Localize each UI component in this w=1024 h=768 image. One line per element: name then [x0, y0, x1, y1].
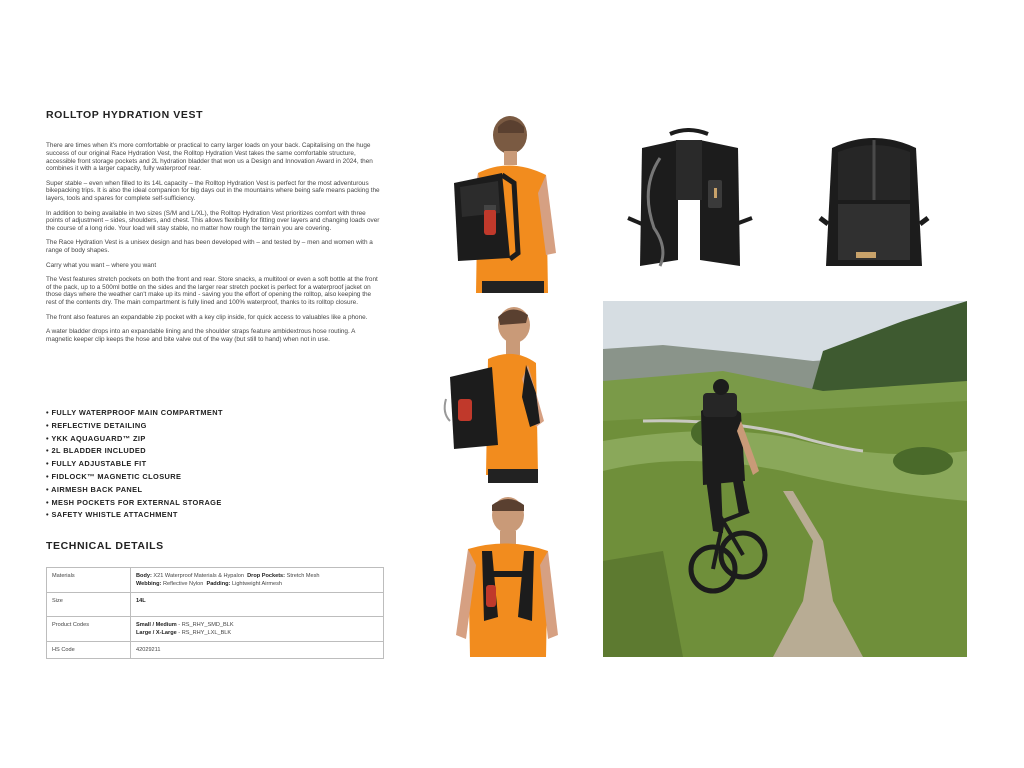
- photo-model-back: [440, 113, 575, 293]
- feature-item: • AIRMESH BACK PANEL: [46, 484, 223, 497]
- intro-paragraph: The Race Hydration Vest is a unisex design and has been developed with – and tested by – men and women with a range of body shapes.: [46, 239, 373, 255]
- materials-value: [131, 568, 384, 593]
- feature-item: • YKK AQUAGUARD™ ZIP: [46, 433, 223, 446]
- intro-subheading: Carry what you want – where you want: [46, 261, 157, 269]
- feature-item: • MESH POCKETS FOR EXTERNAL STORAGE: [46, 497, 223, 510]
- small-medium-key: Small / Medium: [136, 622, 177, 628]
- product-codes-label: Product Codes: [47, 617, 131, 642]
- size-label: Size: [47, 593, 131, 617]
- photo-pack-rear: [810, 128, 938, 274]
- technical-details-heading: TECHNICAL DETAILS: [46, 540, 164, 552]
- photo-model-front: [440, 495, 575, 657]
- webbing-value: Reflective Nylon: [162, 581, 204, 587]
- intro-paragraph: In addition to being available in two sizes (S/M and L/XL), the Rolltop Hydration Vest prioritizes comfort with three points of adjustment – sides, shoulders, and chest. This allows flexibility for fitting over layers and changing loads over the course of a long ride. Your load will stay stable, no matter how rough the terrain you are covering.: [46, 209, 380, 233]
- intro-paragraph: There are times when it's more comfortable or practical to carry larger loads on your back. Capitalising on the huge success of our original Race Hydration Vest, the Rolltop Hydration Vest takes the same comfortable structure, accessible front storage pockets and 2L hydration bladder that won us a Design and Innovation Award in 2024, then combines it with a larger capacity, fully waterproof rear.: [46, 142, 373, 173]
- intro-paragraph: A water bladder drops into an expandable lining and the shoulder straps feature ambidextrous hose routing. A magnetic keeper clip keeps the hose and bite valve out of the way (but still to hand) when not in use.: [46, 327, 356, 343]
- intro-paragraph: Super stable – even when filled to its 14L capacity – the Rolltop Hydration Vest is perfect for the most adventurous bikepacking trips. It is also the ideal companion for big days out in the mountains where being safe means packing the layers, tools and spares for complete self-sufficiency.: [46, 179, 380, 203]
- photo-pack-open: [620, 128, 758, 274]
- intro-text: [46, 142, 382, 350]
- product-codes-value: [131, 617, 384, 642]
- size-value: [131, 593, 384, 617]
- technical-details-table: [46, 567, 384, 659]
- feature-item: • FULLY ADJUSTABLE FIT: [46, 458, 223, 471]
- hs-code-label: HS Code: [47, 642, 131, 659]
- table-row: [47, 568, 384, 593]
- materials-label: Materials: [47, 568, 131, 593]
- size-number: 14L: [136, 598, 146, 604]
- hs-code-value: 42029211: [131, 642, 384, 659]
- body-value: X21 Waterproof Materials & Hypalon: [153, 573, 244, 579]
- padding-key: Padding:: [206, 581, 231, 587]
- padding-value: Lightweight Airmesh: [231, 581, 283, 587]
- feature-item: • 2L BLADDER INCLUDED: [46, 445, 223, 458]
- large-xlarge-code: - RS_RHY_LXL_BLK: [178, 630, 232, 636]
- table-row: [47, 617, 384, 642]
- small-medium-code: - RS_RHY_SMD_BLK: [178, 622, 234, 628]
- intro-paragraph: The Vest features stretch pockets on both the front and rear. Store snacks, a multitool or even a soft bottle at the front of the pack, up to a 500ml bottle on the sides and the larger rear stretch pocket is perfect for a waterproof jacket on those days where the weather can't make up its mind - saving you the effort of opening the rolltop, also keeping the rest of the contents dry. The main compartment is fully lined and 100% waterproof, thanks to its rolltop closure.: [46, 275, 378, 307]
- table-row: [47, 642, 384, 659]
- webbing-key: Webbing:: [136, 581, 162, 587]
- table-row: [47, 593, 384, 617]
- large-xlarge-key: Large / X-Large: [136, 630, 177, 636]
- drop-pockets-key: Drop Pockets:: [247, 573, 286, 579]
- photo-rider-landscape: [603, 301, 967, 657]
- page-title: ROLLTOP HYDRATION VEST: [46, 109, 204, 121]
- feature-item: • FULLY WATERPROOF MAIN COMPARTMENT: [46, 407, 223, 420]
- body-key: Body:: [136, 573, 152, 579]
- feature-list: [46, 407, 223, 522]
- feature-item: • FIDLOCK™ MAGNETIC CLOSURE: [46, 471, 223, 484]
- photo-model-side: [440, 303, 575, 483]
- feature-item: • REFLECTIVE DETAILING: [46, 420, 223, 433]
- feature-item: • SAFETY WHISTLE ATTACHMENT: [46, 509, 223, 522]
- intro-paragraph: The front also features an expandable zip pocket with a key clip inside, for quick access to valuables like a phone.: [46, 313, 368, 321]
- drop-pockets-value: Stretch Mesh: [286, 573, 320, 579]
